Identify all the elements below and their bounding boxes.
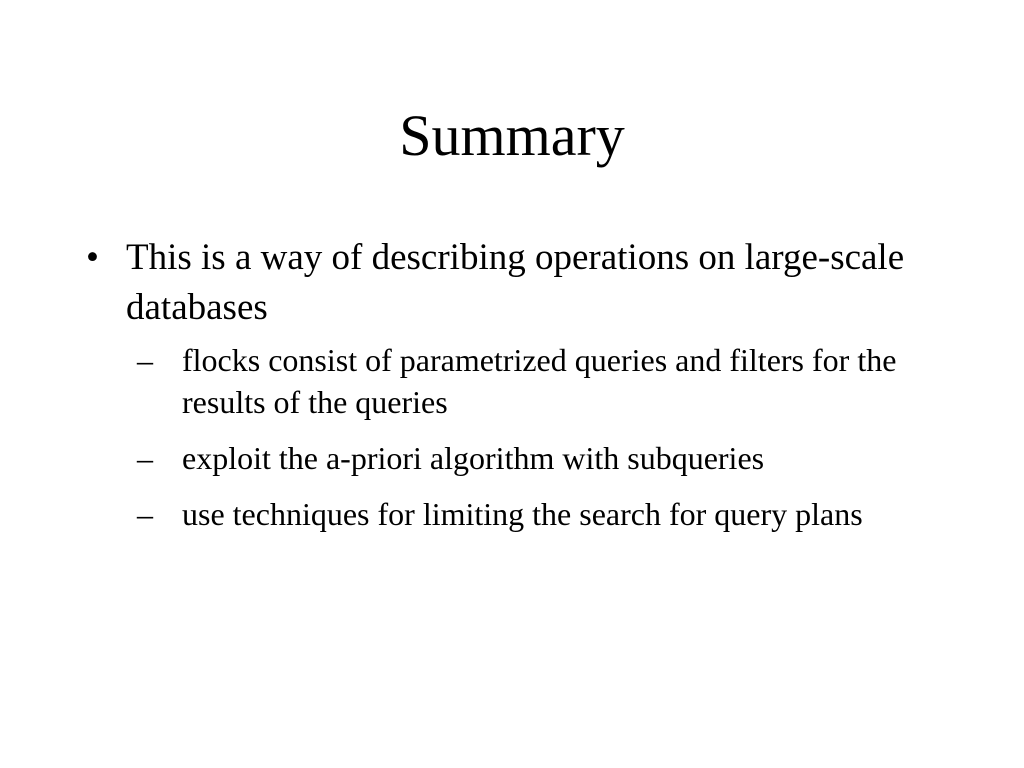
sub-bullet-item xyxy=(137,493,946,535)
sub-bullet-text: flocks consist of parametrized queries and filters for the results of the queries xyxy=(182,342,897,420)
sub-bullet-marker: – xyxy=(137,440,153,476)
bullet-marker: • xyxy=(86,237,99,278)
slide-title: Summary xyxy=(399,103,625,168)
sub-bullet-list xyxy=(126,339,946,535)
sub-bullet-text: use techniques for limiting the search for query plans xyxy=(182,496,863,532)
sub-bullet-item xyxy=(137,339,946,423)
sub-bullet-marker: – xyxy=(137,496,153,532)
sub-bullet-item xyxy=(137,437,946,479)
bullet-list xyxy=(86,233,946,549)
bullet-text: This is a way of describing operations on large-scale databases xyxy=(126,237,905,328)
sub-bullet-text: exploit the a-priori algorithm with subqueries xyxy=(182,440,765,476)
bullet-item xyxy=(86,233,946,535)
sub-bullet-marker: – xyxy=(137,342,153,378)
